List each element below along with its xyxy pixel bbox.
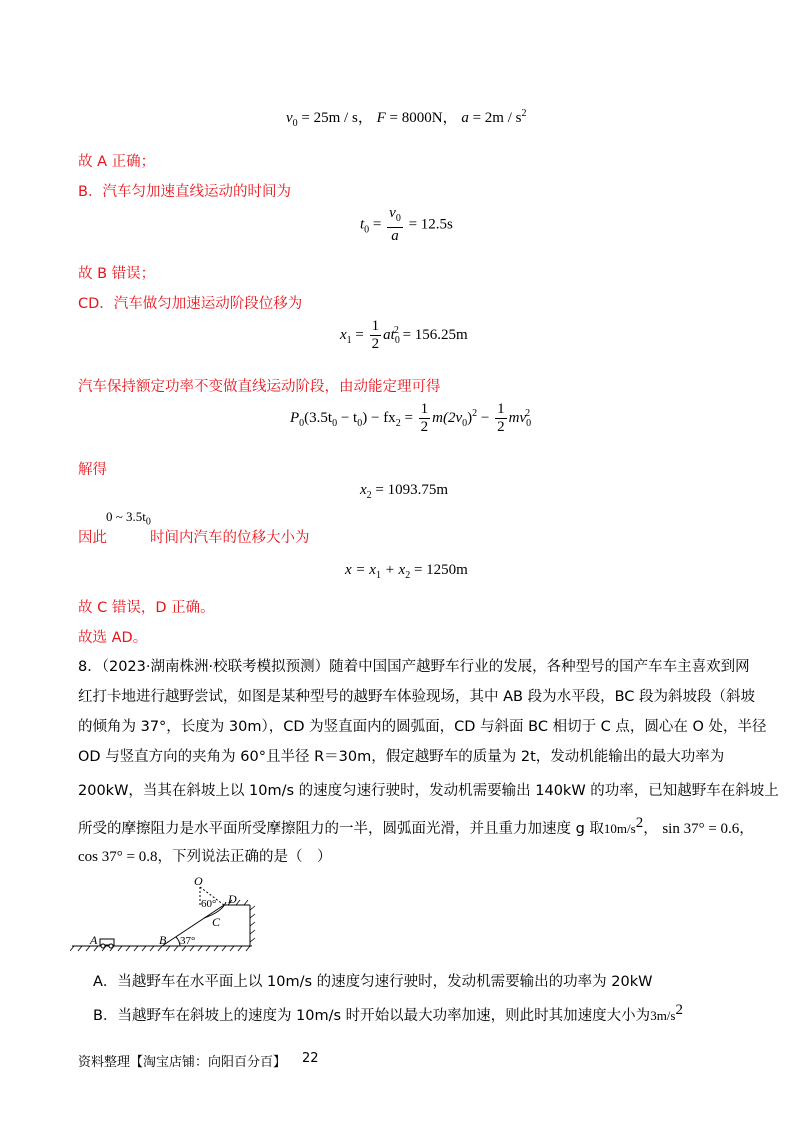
question-line-4: OD 与竖直方向的夹角为 60°且半径 R＝30m，假定越野车的质量为 2t，发动机能输出的最大功率为	[78, 749, 725, 765]
fraction-v0-over-a: $\frac{v_0}{a}$	[389, 205, 401, 244]
question-line-3: 的倾角为 37°，长度为 30m），CD 为竖直面内的圆弧面，CD 与斜面 BC 相切于 C 点，圆心在 O 处，半径	[78, 719, 767, 735]
fraction-half-2: $\frac{1}{2}$	[497, 401, 505, 435]
answer-line-choose-ad: 故选 AD。	[78, 630, 148, 646]
equation-initial-values: $v_0 = 25m / s$， F = 8000N， $a = 2m / s^2$	[286, 108, 527, 129]
equation-work-energy: $P_0(3.5t_0 - t_0) - fx_2$ = $\frac{1}{2}$ $m(2v_0)^2$ − $\frac{1}{2}$ $mv_0^2$	[290, 401, 532, 435]
answer-line-displacement: 时间内汽车的位移大小为	[150, 530, 310, 546]
label-d: D	[228, 892, 237, 906]
equation-x2: $x_2 = 1093.75m$	[360, 482, 449, 501]
label-c: C	[212, 915, 221, 929]
answer-line-solve: 解得	[78, 462, 107, 478]
interval-0-to-3.5t0: 0 ~ $3.5t_0$	[106, 509, 151, 528]
answer-line-a-correct: 故 A 正确；	[78, 154, 156, 170]
equation-t0: $t_0$ = $\frac{v_0}{a}$ = 12.5s	[360, 205, 453, 244]
question-line-6: 所受的摩擦阻力是水平面所受摩擦阻力的一半，圆弧面光滑，并且重力加速度 g 取$10m/s^2$， sin 37° = 0.6，	[78, 815, 754, 837]
fraction-half: $\frac{1}{2}$	[371, 318, 380, 352]
label-b: B	[159, 933, 167, 947]
fraction-half-1: $\frac{1}{2}$	[420, 401, 429, 435]
question-line-7: cos 37° = 0.8，下列说法正确的是（ ）	[78, 849, 332, 865]
answer-line-cd-displacement: CD．汽车做匀加速运动阶段位移为	[78, 296, 303, 312]
footer-source: 资料整理【淘宝店铺：向阳百分百】	[78, 1055, 287, 1070]
question-line-2: 红打卡地进行越野尝试，如图是某种型号的越野车体验现场，其中 AB 段为水平段，BC 段为斜坡段（斜坡	[78, 689, 756, 705]
slope-figure	[70, 872, 260, 958]
option-a: A．当越野车在水平面上以 10m/s 的速度匀速行驶时，发动机需要输出的功率为 20kW	[93, 974, 653, 990]
equation-x1: $x_1$ = $\frac{1}{2}$ $at_0^2 = 156.25m$	[340, 318, 468, 352]
label-angle-60: 60°	[201, 898, 217, 910]
question-line-1: 8．（2023·湖南株洲·校联考模拟预测）随着中国国产越野车行业的发展，各种型号的国产车车主喜欢到网	[78, 659, 750, 675]
label-a: A	[90, 933, 98, 947]
label-angle-37: 37°	[180, 935, 196, 947]
answer-line-therefore: 因此	[78, 530, 107, 546]
answer-line-c-wrong-d-correct: 故 C 错误，D 正确。	[78, 600, 215, 616]
answer-line-b-time: B．汽车匀加速直线运动的时间为	[78, 184, 291, 200]
question-line-5: 200kW，当其在斜坡上以 10m/s 的速度匀速行驶时，发动机需要输出 140kW 的功率，已知越野车在斜坡上	[78, 783, 779, 799]
label-o: O	[194, 874, 203, 888]
page-number: 22	[302, 1051, 319, 1066]
equation-x-total: $x = x_1 + x_2 = 1250m$	[345, 562, 468, 581]
answer-line-b-wrong: 故 B 错误；	[78, 266, 156, 282]
answer-line-work-energy: 汽车保持额定功率不变做直线运动阶段，由动能定理可得	[78, 379, 441, 395]
option-b: B．当越野车在斜坡上的速度为 10m/s 时开始以最大功率加速，则此时其加速度大小为$3m/s^2$	[93, 1002, 683, 1024]
